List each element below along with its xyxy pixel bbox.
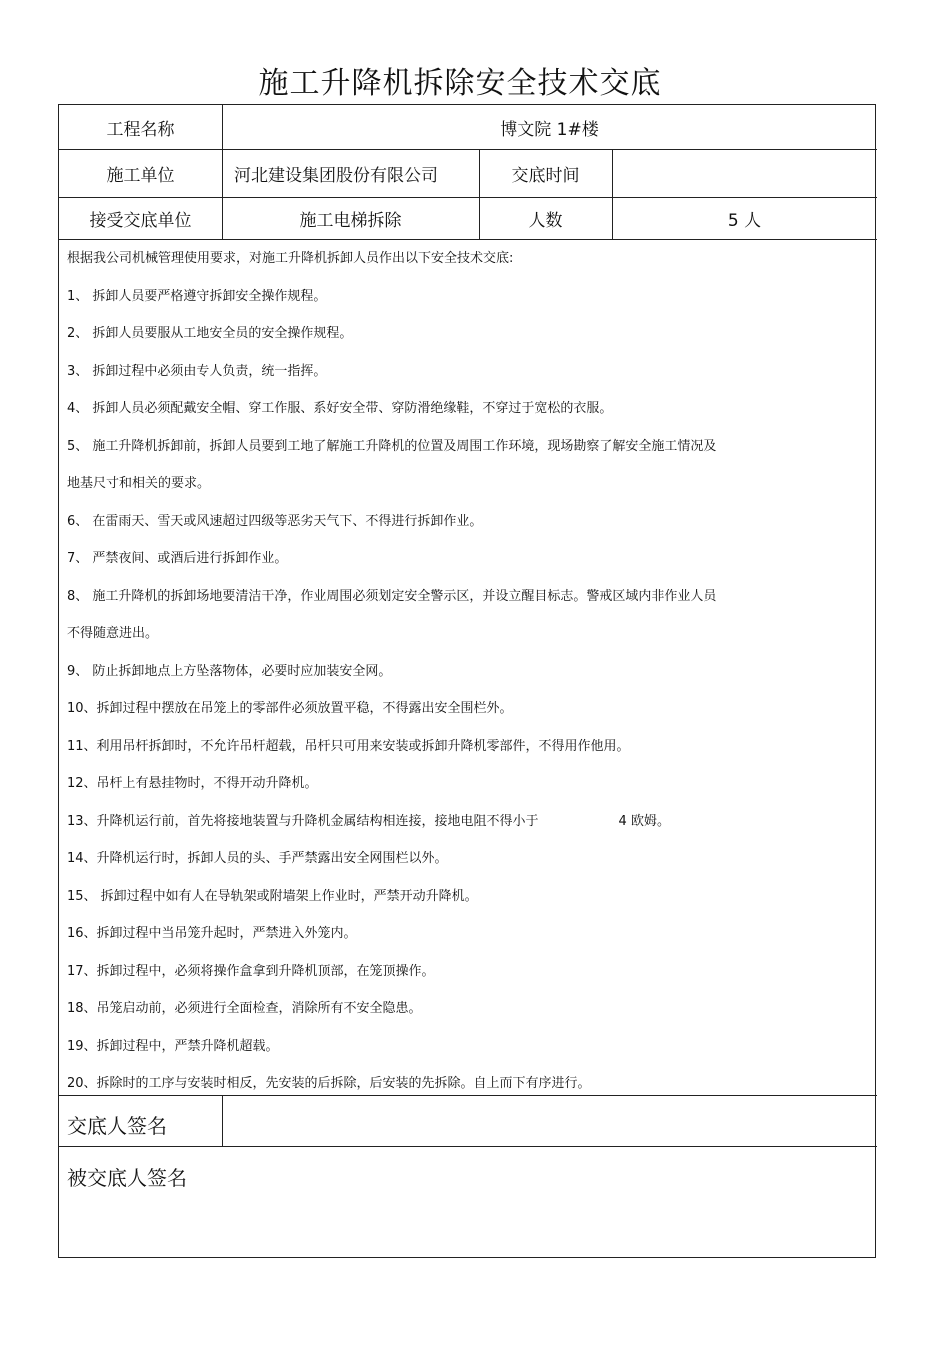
- content-line: 6、 在雷雨天、雪天或风速超过四级等恶劣天气下、不得进行拆卸作业。: [67, 513, 483, 529]
- contractor-value: 河北建设集团股份有限公司: [234, 165, 438, 186]
- content-line: 9、 防止拆卸地点上方坠落物体，必要时应加装安全网。: [67, 663, 392, 679]
- headcount-label: 人数: [528, 210, 563, 231]
- project-name-value: 博文院 1#楼: [500, 119, 599, 140]
- content-line: 8、 施工升降机的拆卸场地要清洁干净，作业周围必须划定安全警示区，并设立醒目标志。警戒区域内非作业人员: [67, 588, 717, 604]
- content-line: 1、 拆卸人员要严格遵守拆卸安全操作规程。: [67, 288, 327, 304]
- content-line: 11、利用吊杆拆卸时，不允许吊杆超载，吊杆只可用来安装或拆卸升降机零部件，不得用作他用。: [67, 738, 630, 754]
- document-title: 施工升降机拆除安全技术交底: [258, 66, 662, 101]
- content-line: 16、拆卸过程中当吊笼升起时，严禁进入外笼内。: [67, 926, 357, 941]
- line13-value: 4 欧姆。: [618, 813, 670, 829]
- content-line: 3、 拆卸过程中必须由专人负责，统一指挥。: [67, 363, 327, 379]
- project-name-label: 工程名称: [106, 119, 175, 140]
- intro-line: 根据我公司机械管理使用要求，对施工升降机拆卸人员作出以下安全技术交底:: [67, 251, 514, 266]
- headcount-value: 5 人: [727, 210, 762, 231]
- content-line: 5、 施工升降机拆卸前，拆卸人员要到工地了解施工升降机的位置及周围工作环境，现场勘察了解安全施工情况及: [67, 438, 717, 454]
- content-line: 2、 拆卸人员要服从工地安全员的安全操作规程。: [67, 326, 353, 341]
- presenter-signature-label: 交底人签名: [67, 1114, 167, 1138]
- content-line: 地基尺寸和相关的要求。: [67, 476, 211, 491]
- recipient-value: 施工电梯拆除: [299, 210, 402, 231]
- col-divider: [222, 1095, 223, 1146]
- content-line: 19、拆卸过程中，严禁升降机超载。: [67, 1038, 279, 1054]
- disclosure-content: [67, 240, 867, 1103]
- content-line: 不得随意进出。: [67, 626, 159, 641]
- content-line: 17、拆卸过程中，必须将操作盒拿到升降机顶部，在笼顶操作。: [67, 963, 435, 979]
- content-line: 14、升降机运行时，拆卸人员的头、手严禁露出安全网围栏以外。: [67, 851, 448, 866]
- recipient-label: 接受交底单位: [89, 210, 192, 231]
- content-line: 12、吊杆上有悬挂物时，不得开动升降机。: [67, 776, 318, 791]
- content-line-13: [67, 803, 867, 841]
- contractor-label: 施工单位: [106, 165, 175, 186]
- row-divider: [59, 1146, 877, 1147]
- date-label: 交底时间: [511, 165, 580, 186]
- receiver-signature-field[interactable]: [67, 1195, 867, 1245]
- content-line: 20、拆除时的工序与安装时相反，先安装的后拆除，后安装的先拆除。自上而下有序进行。: [67, 1076, 591, 1091]
- content-line: 10、拆卸过程中摆放在吊笼上的零部件必须放置平稳，不得露出安全围栏外。: [67, 701, 513, 716]
- disclosure-table: [58, 104, 876, 1258]
- content-line: 15、 拆卸过程中如有人在导轨架或附墙架上作业时，严禁开动升降机。: [67, 888, 478, 904]
- content-line: 18、吊笼启动前，必须进行全面检查，消除所有不安全隐患。: [67, 1001, 422, 1016]
- date-value: [612, 149, 877, 197]
- content-line: 4、 拆卸人员必须配戴安全帽、穿工作服、系好安全带、穿防滑绝缘鞋，不穿过于宽松的衣服。: [67, 401, 613, 416]
- content-line: 7、 严禁夜间、或酒后进行拆卸作业。: [67, 551, 288, 566]
- receiver-signature-label: 被交底人签名: [67, 1166, 187, 1190]
- line13-text: 13、升降机运行前，首先将接地装置与升降机金属结构相连接，接地电阻不得小于: [67, 813, 539, 829]
